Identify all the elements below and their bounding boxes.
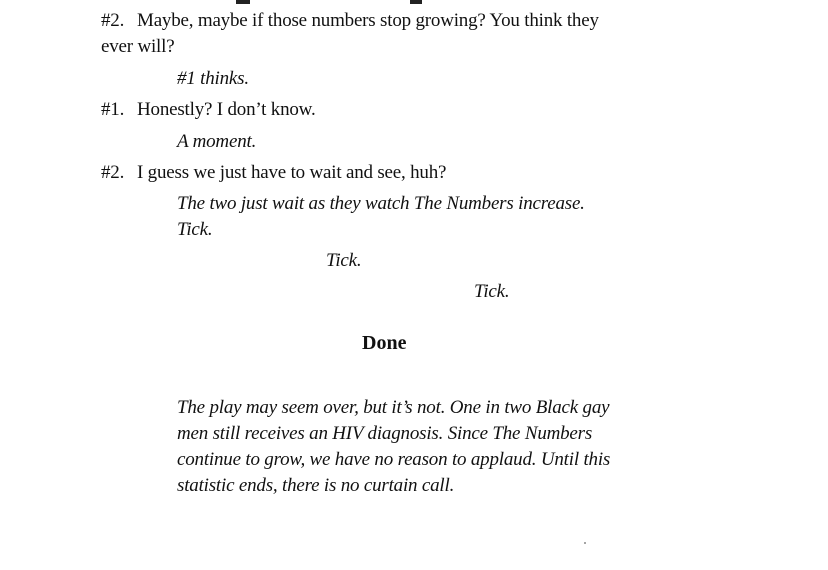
closing-text: statistic ends, there is no curtain call. — [177, 475, 455, 496]
closing-line — [177, 396, 609, 420]
closing-text: The play may seem over, but it’s not. One in two Black gay — [177, 397, 610, 418]
cropped-text-fragment — [236, 0, 250, 4]
closing-line — [177, 474, 454, 498]
stage-direction-text: The two just wait as they watch The Numbers increase. — [177, 193, 585, 214]
closing-text: continue to grow, we have no reason to applaud. Until this — [177, 449, 611, 470]
tick-text: Tick. — [326, 250, 362, 271]
stage-direction-text: A moment. — [177, 131, 257, 152]
cropped-text-fragment — [410, 0, 422, 4]
stage-direction — [177, 192, 585, 216]
dialogue-continuation — [101, 35, 174, 59]
closing-line — [177, 448, 610, 472]
speaker-label: #1. — [101, 99, 125, 120]
dialogue-text: Honestly? I don’t know. — [137, 99, 316, 120]
dialogue-text: Maybe, maybe if those numbers stop growing? You think they — [137, 10, 599, 31]
speaker-label: #2. — [101, 10, 125, 31]
closing-line — [177, 422, 592, 446]
tick-text: Tick. — [177, 219, 213, 240]
tick-line — [474, 280, 509, 304]
tick-line — [177, 218, 212, 242]
dialogue-text: ever will? — [101, 36, 175, 57]
tick-text: Tick. — [474, 281, 510, 302]
speaker-label: #2. — [101, 162, 125, 183]
closing-text: men still receives an HIV diagnosis. Since The Numbers — [177, 423, 593, 444]
dialogue-line — [101, 98, 316, 122]
scan-speck — [584, 542, 586, 544]
stage-direction — [177, 130, 256, 154]
dialogue-line — [101, 9, 599, 33]
stage-direction-text: #1 thinks. — [177, 68, 249, 89]
tick-line — [326, 249, 361, 273]
stage-direction — [177, 67, 249, 91]
dialogue-line — [101, 161, 446, 185]
dialogue-text: I guess we just have to wait and see, huh? — [137, 162, 447, 183]
section-title: Done — [362, 332, 407, 354]
